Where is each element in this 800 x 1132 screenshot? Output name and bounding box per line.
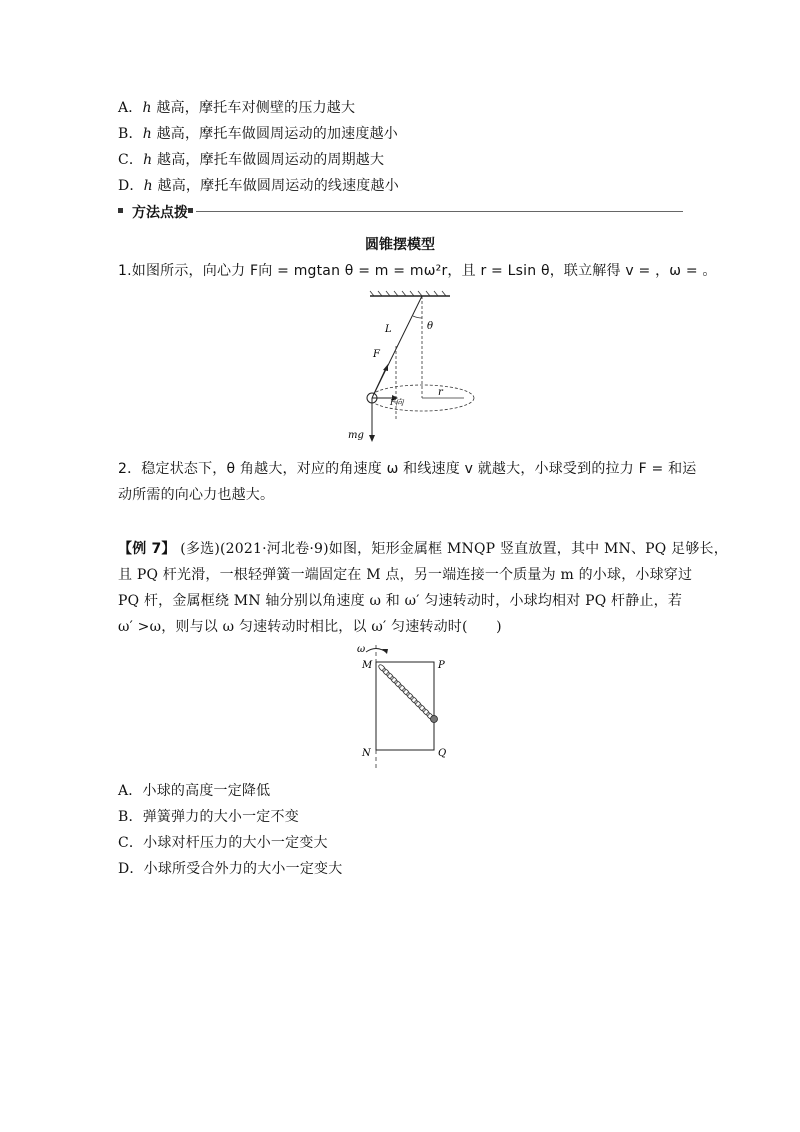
- rotating-frame-figure: [352, 640, 462, 770]
- example-line3: PQ 杆，金属框绕 MN 轴分别以角速度 ω 和 ω′ 匀速转动时，小球均相对 PQ 杆静止，若: [118, 593, 683, 609]
- section-title: 方法点拨: [132, 205, 188, 221]
- label-theta: θ: [427, 321, 434, 332]
- example-line4: ω′ >ω，则与以 ω 匀速转动时相比，以 ω′ 匀速转动时( ): [118, 619, 502, 635]
- example-tag: 【例 7】: [118, 541, 176, 557]
- example-line2: 且 PQ 杆光滑，一根轻弹簧一端固定在 M 点，另一端连接一个质量为 m 的小球，小球穿过: [118, 567, 693, 583]
- example-source: (多选)(2021·河北卷·9): [180, 541, 329, 557]
- square-bullet-icon: [118, 208, 123, 213]
- option-a-bottom: A．小球的高度一定降低: [118, 783, 271, 799]
- option-a-top: A．h 越高，摩托车对侧壁的压力越大: [118, 100, 356, 116]
- label-F: F: [373, 349, 380, 360]
- conical-pendulum-figure: [340, 288, 480, 448]
- label-M: M: [362, 660, 373, 671]
- label-P: P: [438, 660, 445, 671]
- square-bullet-icon: [188, 208, 193, 213]
- option-d-bottom: D．小球所受合外力的大小一定变大: [118, 861, 343, 877]
- example-line1: 【例 7】 (多选)(2021·河北卷·9)如图，矩形金属框 MNQP 竖直放置，其中 MN、PQ 足够长，: [118, 541, 728, 557]
- option-c-bottom: C．小球对杆压力的大小一定变大: [118, 835, 328, 851]
- option-d-top: D．h 越高，摩托车做圆周运动的线速度越小: [118, 178, 399, 194]
- label-r: r: [438, 387, 443, 398]
- tip-1: 1.如图所示，向心力 F向 = mgtan θ = m = mω²r，且 r = Lsin θ，联立解得 v = ，ω = 。: [118, 263, 717, 279]
- option-b-top: B．h 越高，摩托车做圆周运动的加速度越小: [118, 126, 398, 142]
- tip-2-line1: 2．稳定状态下，θ 角越大，对应的角速度 ω 和线速度 v 就越大，小球受到的拉力 F = 和运: [118, 461, 697, 477]
- label-mg: mg: [348, 430, 364, 441]
- label-omega: ω: [357, 644, 366, 655]
- option-b-bottom: B．弹簧弹力的大小一定不变: [118, 809, 299, 825]
- model-title: 圆锥摆模型: [365, 237, 435, 253]
- option-c-top: C．h 越高，摩托车做圆周运动的周期越大: [118, 152, 385, 168]
- section-divider: [196, 211, 683, 212]
- tip-2-line2: 动所需的向心力也越大。: [118, 487, 275, 503]
- label-Q: Q: [438, 748, 447, 759]
- label-Fn: F向: [390, 398, 404, 407]
- section-header: [118, 202, 683, 222]
- label-L: L: [385, 324, 392, 335]
- label-N: N: [362, 748, 371, 759]
